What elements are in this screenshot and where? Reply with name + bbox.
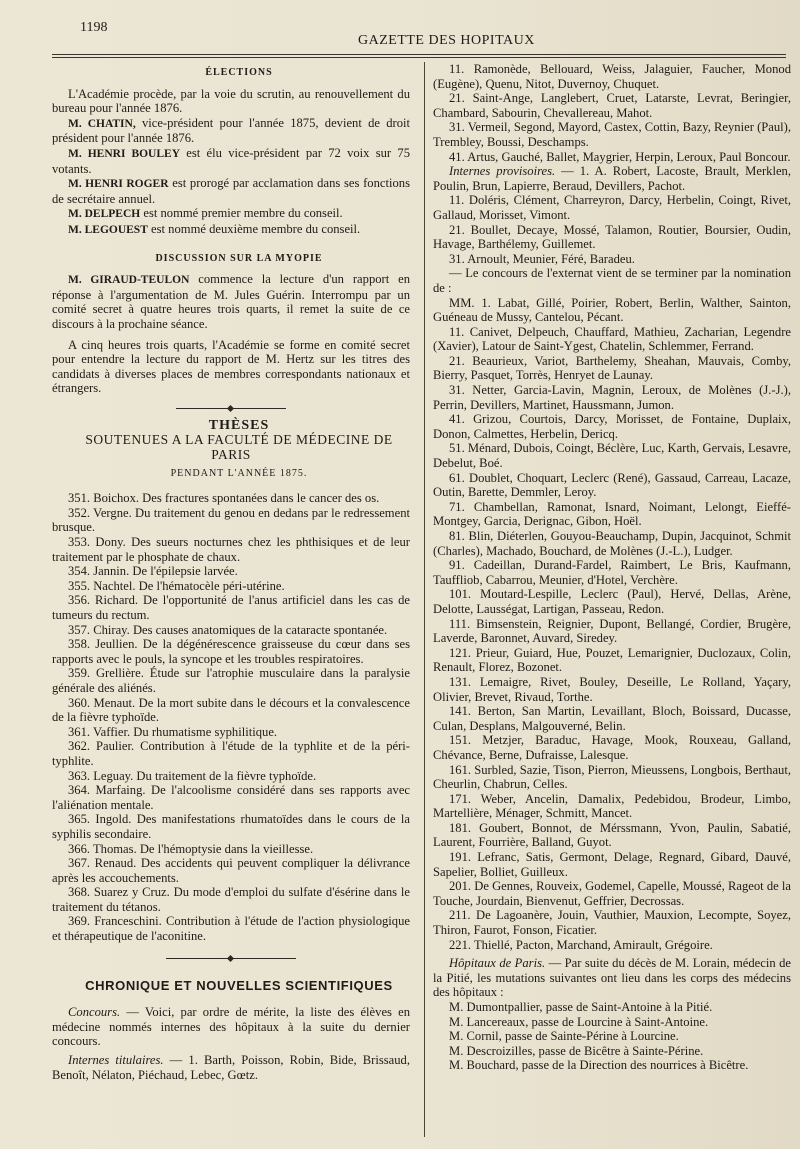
- mutation-item: M. Descroizilles, passe de Bicêtre à Sainte-Périne.: [449, 1043, 704, 1058]
- name-group: 31. Arnoult, Meunier, Féré, Baradeu.: [449, 251, 635, 266]
- hopitaux-text: — Par suite du décès de M. Lorain, médecin de la Pitié, les mutations suivantes ont lieu dans les corps des médecins des hôpitaux :: [433, 956, 791, 1000]
- mutation-item: M. Bouchard, passe de la Direction des nourrices à Bicêtre.: [449, 1058, 749, 1073]
- name-group: 61. Doublet, Choquart, Leclerc (René), Gassaud, Carreau, Lacaze, Outin, Barette, Demmler, Leroy.: [433, 470, 791, 500]
- name-group: 21. Beaurieux, Variot, Barthelemy, Sheahan, Mauvais, Comby, Bierry, Pasquet, Torrès, Henryet de Launay.: [433, 353, 791, 383]
- hopitaux-paragraph: [433, 956, 791, 1000]
- name-group: 11. Ramonède, Bellouard, Weiss, Jalaguier, Faucher, Monod (Eugène), Quenu, Nitot, Duvernoy, Chuquet.: [433, 62, 791, 91]
- running-head: GAZETTE DES HOPITAUX: [358, 33, 535, 48]
- delpech-text: est nommé premier membre du conseil.: [140, 206, 343, 221]
- roger-paragraph: [52, 176, 410, 206]
- externat-intro: — Le concours de l'externat vient de se terminer par la nomination de :: [433, 266, 791, 295]
- name-group: 131. Lemaigre, Rivet, Bouley, Deseille, Le Rolland, Yaçary, Olivier, Brevet, Rivaud, Torthe.: [433, 674, 791, 704]
- chatin-text: vice-président pour l'année 1875, devient de droit président pour l'année 1876.: [52, 115, 410, 146]
- name-group: 191. Lefranc, Satis, Germont, Delage, Regnard, Gibard, Dauvé, Sapelier, Bolliet, Guilleux.: [433, 850, 791, 879]
- section-separator: [166, 958, 296, 959]
- thesis-item: 369. Franceschini. Contribution à l'étude de l'action physiologique et thérapeutique de l'aconitine.: [52, 914, 410, 944]
- mutations-list: [433, 1000, 791, 1073]
- column-divider: [424, 62, 425, 1137]
- thesis-item: 361. Vaffier. Du rhumatisme syphilitique.: [68, 724, 278, 739]
- thesis-item: 358. Jeullien. De la dégénérescence graisseuse du cœur dans ses rapports avec le pouls, la syncope et les troubles respiratoires.: [52, 637, 410, 666]
- provisoires-label: Internes provisoires.: [449, 164, 556, 179]
- thesis-item: 354. Jannin. De l'épilepsie larvée.: [68, 564, 238, 579]
- theses-year: PENDANT L'ANNÉE 1875.: [170, 467, 308, 479]
- name-group: 71. Chambellan, Ramonat, Isnard, Noimant, Lelongt, Eieffé-Montgey, Garcia, Derignac, Gibon, Hoël.: [433, 499, 791, 529]
- name-group: 171. Weber, Ancelin, Damalix, Pedebidou, Brodeur, Limbo, Martellière, Ménager, Schmitt, Mancet.: [433, 791, 791, 821]
- bouley-paragraph: [52, 146, 410, 176]
- name-group: 111. Bimsenstein, Reignier, Dupont, Bellangé, Cordier, Brugère, Laverde, Baronnet, Auvard, Siredey.: [433, 616, 791, 646]
- provisoires-text: — 1. A. Robert, Lacoste, Brault, Merklen, Poulin, Brun, Lapierre, Beraud, Devillers, Pachot.: [433, 164, 791, 193]
- theses-title: THÈSES: [208, 417, 270, 433]
- name-group: 101. Moutard-Lespille, Leclerc (Paul), Hervé, Dellas, Arène, Delotte, Lausségat, Lartigan, Passeau, Redon.: [433, 587, 791, 616]
- concours-label: Concours.: [68, 1005, 121, 1020]
- section-separator: [176, 408, 286, 409]
- thesis-item: 367. Renaud. Des accidents qui peuvent compliquer la délivrance après les accouchements.: [52, 856, 410, 885]
- name-group: 141. Berton, San Martin, Levaillant, Bloch, Boissard, Ducasse, Culan, Desplans, Malgouverné, Belin.: [433, 704, 791, 733]
- legouest-paragraph: [52, 222, 410, 238]
- mutation-item: M. Cornil, passe de Sainte-Périne à Lourcine.: [449, 1029, 679, 1044]
- giraud-name: M. GIRAUD-TEULON: [68, 274, 190, 287]
- name-group: 11. Canivet, Delpeuch, Chauffard, Mathieu, Zacharian, Legendre (Xavier), Latour de Saint-Ygest, Chatelin, Schlemmer, Ferrand.: [433, 324, 791, 354]
- concours-text: — Voici, par ordre de mérite, la liste des élèves en médecine nommés internes des hôpitaux à la suite du dernier concours.: [52, 1005, 410, 1049]
- theses-list: [52, 491, 410, 943]
- name-group: 41. Artus, Gauché, Ballet, Maygrier, Herpin, Leroux, Paul Boncour.: [449, 149, 791, 164]
- titulaires-text: — 1. Barth, Poisson, Robin, Bide, Brissaud, Benoît, Nélaton, Piéchaud, Lebec, Gœtz.: [52, 1053, 411, 1082]
- name-group: 21. Saint-Ange, Langlebert, Cruet, Latarste, Levrat, Beringier, Chambard, Sabourin, Chevallereau, Mahot.: [433, 91, 791, 120]
- name-group: 211. De Lagoanère, Jouin, Vauthier, Mauxion, Lecompte, Soyez, Thiron, Faurot, Fonson, Ficatier.: [433, 908, 791, 938]
- name-group: 11. Doléris, Clément, Charreyron, Darcy, Herbelin, Coingt, Rivet, Gallaud, Morisset, Vimont.: [433, 193, 791, 222]
- thesis-item: 366. Thomas. De l'hémoptysie dans la vieillesse.: [68, 841, 314, 856]
- name-group: 41. Grizou, Courtois, Darcy, Morisset, de Fontaine, Duplaix, Donon, Calmettes, Herbelin, Dericq.: [433, 412, 791, 441]
- header-rule-double: [52, 57, 786, 58]
- left-column: [52, 62, 410, 1082]
- mutation-item: M. Dumontpallier, passe de Saint-Antoine à la Pitié.: [449, 1000, 713, 1014]
- name-group: MM. 1. Labat, Gillé, Poirier, Robert, Berlin, Walther, Sainton, Guéneau de Mussy, Cantelou, Pécant.: [433, 295, 791, 325]
- hopitaux-label: Hôpitaux de Paris.: [449, 956, 546, 971]
- legouest-name: M. LEGOUEST: [68, 223, 148, 236]
- thesis-item: 351. Boichox. Des fractures spontanées dans le cancer des os.: [68, 491, 380, 506]
- name-group: 181. Goubert, Bonnot, de Mérssmann, Yvon, Paulin, Sabatié, Laurent, Fourrière, Balland, Guyot.: [433, 820, 791, 850]
- roger-name: M. HENRI ROGER: [68, 178, 169, 191]
- titulaires-label: Internes titulaires.: [68, 1053, 164, 1068]
- titulaires-continued: [433, 62, 791, 164]
- provisoires-continued: [433, 193, 791, 266]
- elections-heading: ÉLECTIONS: [205, 67, 273, 78]
- legouest-text: est nommé deuxième membre du conseil.: [147, 221, 361, 236]
- provisoires-paragraph: [433, 164, 791, 193]
- name-group: 91. Cadeillan, Durand-Fardel, Raimbert, Le Bris, Kaufmann, Tauffliob, Cabarrou, Meunier, d'Hotel, Verchère.: [433, 558, 791, 587]
- thesis-item: 357. Chiray. Des causes anatomiques de la cataracte spontanée.: [68, 622, 388, 637]
- bouley-text: est élu vice-président par 72 voix sur 75 votants.: [52, 145, 410, 176]
- concours-paragraph: [52, 1005, 410, 1049]
- name-group: 161. Surbled, Sazie, Tison, Pierron, Mieussens, Longbois, Berthaut, Cheurlin, Chabrun, Celles.: [433, 762, 791, 792]
- giraud-paragraph: [52, 272, 410, 331]
- header-rule: [52, 54, 786, 55]
- chronique-heading: CHRONIQUE ET NOUVELLES SCIENTIFIQUES: [85, 977, 393, 993]
- right-column: [433, 62, 791, 1073]
- thesis-item: 359. Grellière. Étude sur l'atrophie musculaire dans la paralysie générale des aliénés.: [52, 666, 410, 695]
- name-group: 31. Netter, Garcia-Lavin, Magnin, Leroux, de Molènes (J.-J.), Perrin, Devillers, Martinet, Haussmann, Jumon.: [433, 383, 791, 412]
- theses-subtitle: SOUTENUES A LA FACULTÉ DE MÉDECINE DE PARIS: [85, 432, 393, 463]
- titulaires-paragraph: [52, 1053, 410, 1082]
- bouley-name: M. HENRI BOULEY: [68, 147, 181, 160]
- page-number: 1198: [80, 20, 108, 35]
- thesis-item: 353. Dony. Des sueurs nocturnes chez les phthisiques et de leur traitement par le phosphate de chaux.: [52, 535, 410, 564]
- elections-intro: L'Académie procède, par la voie du scrutin, au renouvellement du bureau pour l'année 1876.: [52, 86, 410, 116]
- chatin-name: M. CHATIN,: [68, 117, 136, 130]
- thesis-item: 365. Ingold. Des manifestations rhumatoïdes dans le cours de la syphilis secondaire.: [52, 812, 410, 841]
- myopie-heading: DISCUSSION SUR LA MYOPIE: [155, 252, 323, 264]
- name-group: 81. Blin, Diéterlen, Gouyou-Beauchamp, Dupin, Jacquinot, Schmit (Charles), Machado, Bouchard, de Molènes (J.-L.), Ludger.: [433, 529, 791, 558]
- name-group: 21. Boullet, Decaye, Mossé, Talamon, Routier, Boursier, Oudin, Havage, Barthélemy, Guillemet.: [433, 222, 791, 252]
- name-group: 151. Metzjer, Baraduc, Havage, Mook, Rouxeau, Galland, Chévance, Berne, Dufraisse, Lalesque.: [433, 733, 791, 762]
- roger-text: est prorogé par acclamation dans ses fonctions de secrétaire annuel.: [52, 176, 410, 206]
- externes-list: [433, 296, 791, 953]
- thesis-item: 364. Marfaing. De l'alcoolisme considéré dans ses rapports avec l'aliénation mentale.: [52, 783, 410, 812]
- name-group: 121. Prieur, Guiard, Hue, Pouzet, Lemarignier, Duclozaux, Colin, Renault, Florez, Bozonet.: [433, 645, 791, 675]
- name-group: 201. De Gennes, Rouveix, Godemel, Capelle, Moussé, Rageot de la Touche, Jourdain, Bienvenut, Geffrier, Decrossas.: [433, 879, 791, 908]
- thesis-item: 355. Nachtel. De l'hématocèle péri-utérine.: [68, 578, 285, 593]
- comite-paragraph: A cinq heures trois quarts, l'Académie se forme en comité secret pour entendre la lecture du rapport de M. Hertz sur les titres des candidats à diverses places de membres correspondants nationaux et étrangers.: [52, 337, 410, 396]
- thesis-item: 360. Menaut. De la mort subite dans le décours et la convalescence de la fièvre typhoïde.: [52, 695, 410, 725]
- mutation-item: M. Lancereaux, passe de Lourcine à Saint-Antoine.: [449, 1014, 709, 1029]
- thesis-item: 362. Paulier. Contribution à l'étude de la typhlite et de la péri-typhlite.: [52, 739, 410, 768]
- delpech-name: M. DELPECH: [68, 208, 141, 221]
- thesis-item: 356. Richard. De l'opportunité de l'anus artificiel dans les cas de tumeurs du rectum.: [52, 593, 410, 622]
- thesis-item: 352. Vergne. Du traitement du genou en dedans par le redressement brusque.: [52, 505, 410, 535]
- giraud-text: commence la lecture d'un rapport en réponse à l'argumentation de M. Jules Guérin. Interrompu par un comité secret à quatre heures trois quarts, il remet la suite de ce discours à la prochaine séance.: [52, 272, 411, 331]
- name-group: 31. Vermeil, Segond, Mayord, Castex, Cottin, Bazy, Reynier (Paul), Trembley, Boussi, Deschamps.: [433, 120, 791, 149]
- name-group: 51. Ménard, Dubois, Coingt, Béclère, Luc, Karth, Gervais, Lesavre, Debelut, Boé.: [433, 441, 791, 471]
- chatin-paragraph: [52, 116, 410, 146]
- delpech-paragraph: [52, 206, 410, 222]
- thesis-item: 368. Suarez y Cruz. Du mode d'emploi du sulfate d'ésérine dans le traitement du tétanos.: [52, 885, 410, 914]
- thesis-item: 363. Leguay. Du traitement de la fièvre typhoïde.: [68, 768, 317, 783]
- name-group: 221. Thiellé, Pacton, Marchand, Amirault, Grégoire.: [449, 937, 713, 952]
